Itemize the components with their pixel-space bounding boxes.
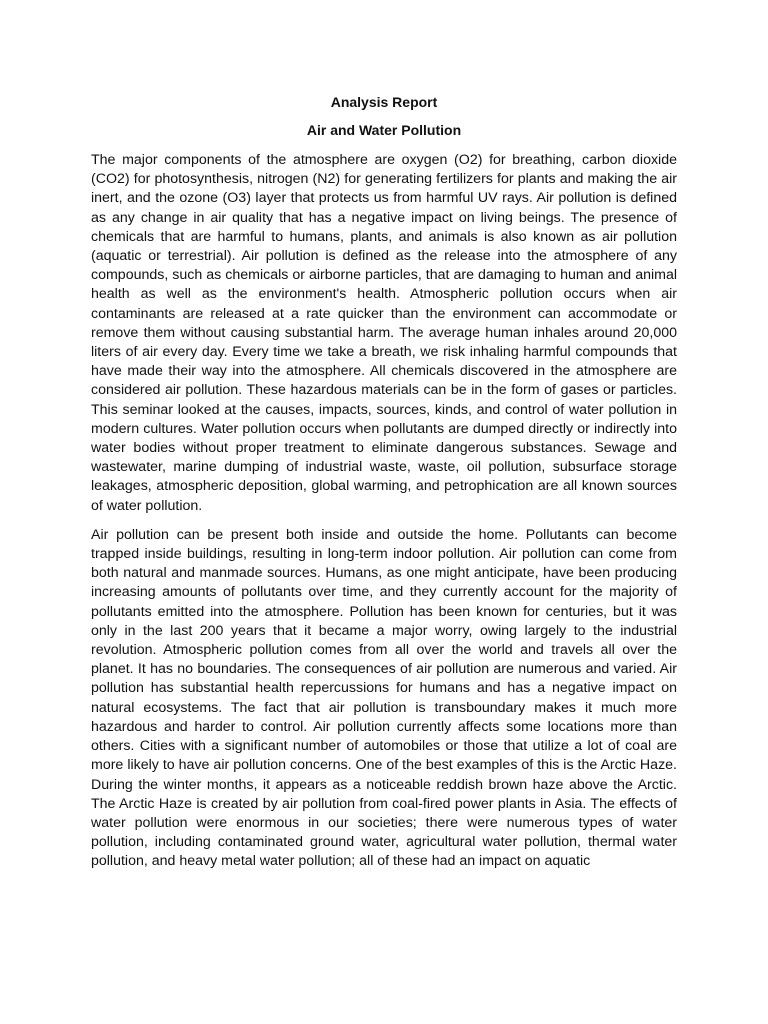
paragraph-1: The major components of the atmosphere are oxygen (O2) for breathing, carbon dioxide (CO2) for photosynthesis, nitrogen (N2) for generating fertilizers for plants and making the air inert, and the ozone (O3) layer that protects us from harmful UV rays. Air pollution is defined as any change in air quality that has a negative impact on living beings. The presence of chemicals that are harmful to humans, plants, and animals is also known as air pollution (aquatic or terrestrial). Air pollution is defined as the release into the atmosphere of any compounds, such as chemicals or airborne particles, that are damaging to human and animal health as well as the environment's health. Atmospheric pollution occurs when air contaminants are released at a rate quicker than the environment can accommodate or remove them without causing substantial harm. The average human inhales around 20,000 liters of air every day. Every time we take a breath, we risk inhaling harmful compounds that have made their way into the atmosphere. All chemicals discovered in the atmosphere are considered air pollution. These hazardous materials can be in the form of gases or particles. This seminar looked at the causes, impacts, sources, kinds, and control of water pollution in modern cultures. Water pollution occurs when pollutants are dumped directly or indirectly into water bodies without proper treatment to eliminate dangerous substances. Sewage and wastewater, marine dumping of industrial waste, waste, oil pollution, subsurface storage leakages, atmospheric deposition, global warming, and petrophication are all known sources of water pollution. bbox=[91, 152, 677, 514]
document-subtitle: Air and Water Pollution bbox=[306, 122, 462, 138]
document-body bbox=[91, 93, 677, 872]
document-title: Analysis Report bbox=[330, 94, 438, 110]
paragraph-2: Air pollution can be present both inside and outside the home. Pollutants can become trapped inside buildings, resulting in long-term indoor pollution. Air pollution can come from both natural and manmade sources. Humans, as one might anticipate, have been producing increasing amounts of pollutants over time, and they currently account for the majority of pollutants emitted into the atmosphere. Pollution has been known for centuries, but it was only in the last 200 years that it became a major worry, owing largely to the industrial revolution. Atmospheric pollution comes from all over the world and travels all over the planet. It has no boundaries. The consequences of air pollution are numerous and varied. Air pollution has substantial health repercussions for humans and has a negative impact on natural ecosystems. The fact that air pollution is transboundary makes it much more hazardous and harder to control. Air pollution currently affects some locations more than others. Cities with a significant number of automobiles or those that utilize a lot of coal are more likely to have air pollution concerns. One of the best examples of this is the Arctic Haze. During the winter months, it appears as a noticeable reddish brown haze above the Arctic. The Arctic Haze is created by air pollution from coal-fired power plants in Asia. The effects of water pollution were enormous in our societies; there were numerous types of water pollution, including contaminated ground water, agricultural water pollution, thermal water pollution, and heavy metal water pollution; all of these had an impact on aquatic bbox=[91, 526, 677, 870]
